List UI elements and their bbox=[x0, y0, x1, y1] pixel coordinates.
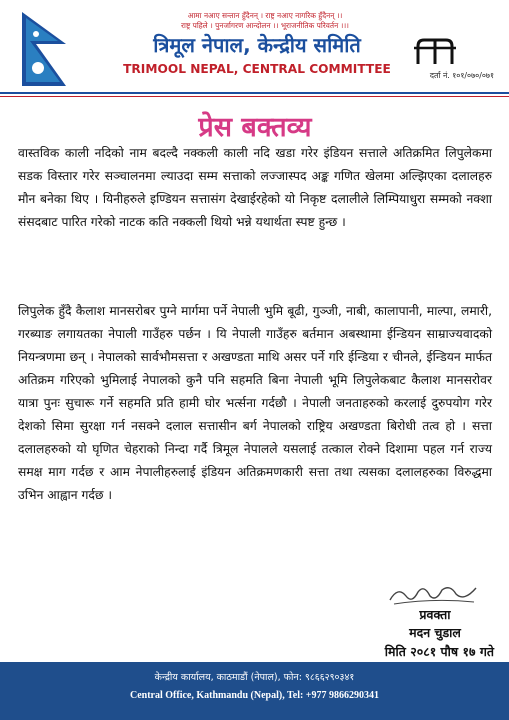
letterhead bbox=[0, 0, 509, 92]
organization-name-nepali: त्रिमूल नेपाल, केन्द्रीय समिति bbox=[153, 33, 361, 57]
header-divider-accent bbox=[0, 96, 509, 97]
trimool-emblem-icon bbox=[412, 36, 458, 68]
slogan-line-2: राष्ट्र पहिले । पुनर्जागरण आन्दोलन ।। भूराजनीतिक परिवर्तन ।।। bbox=[181, 21, 349, 30]
footer-address-nepali: केन्द्रीय कार्यालय, काठमाडौं (नेपाल), फोन: ९८६६२९०३४१ bbox=[154, 672, 355, 683]
registration-number: दर्ता नं. १०१/०७०/०७१ bbox=[429, 71, 494, 80]
header-divider bbox=[0, 92, 509, 94]
handwritten-signature bbox=[384, 582, 484, 608]
slogan bbox=[120, 11, 410, 31]
footer-band bbox=[0, 662, 509, 720]
slogan-line-1: आमा नआए सन्तान हुँदैनन् । राष्ट्र नआए नागरिक हुँदैनन् ।। bbox=[187, 11, 343, 20]
organization-name-english: TRIMOOL NEPAL, CENTRAL COMMITTEE bbox=[123, 62, 391, 76]
document-title: प्रेस बक्तव्य bbox=[198, 112, 312, 143]
signatory-role: प्रवक्ता bbox=[419, 607, 451, 622]
paragraph-2: लिपुलेक हुँदै कैलाश मानसरोबर पुग्ने मार्गमा पर्ने नेपाली भुमि बूढी, गुञ्जी, नाबी, कालापानी, माल्पा, लमारी, गरब्याङ लगायतका नेपाली गाउँहरु पर्छन । यि नेपाली गाउँहरु बर्तमान अबस्थामा ईन्डियन साम्राज्यवादको नियन्त्रणमा छन् । नेपालको सार्वभौमसत्ता र अखण्डता माथि असर पर्ने गरि ईन्डिया र चीनले, ईन्डियन मार्फत अतिक्रम गरिएको भुमिलाई नेपालको कुनै पनि सहमति बिना नेपाली भूमि लिपुलेकबाट कैलाश मानसरोवर यात्रा पुनः सुचारू गर्ने सहमति प्रति हामी घोर भर्त्सना गर्दछौ । नेपाली जनताहरुको करलाई दुरुपयोग गरेर देशको सिमा सुरक्षा गर्न नसक्ने दलाल सत्तासीन बर्ग नेपालको राष्ट्रिय अखण्डता बिरोधी तत्व हो । सत्ता दलालहरुको यो घृणित चेहराको निन्दा गर्दै त्रिमूल नेपालले यसलाई तत्काल रोक्ने दिशामा पहल गर्न राज्य समक्ष माग गर्दछ र आम नेपालीहरुलाई इंडियन अतिक्रमणकारी सत्ता तथा त्यसका दलालहरुका विरुद्धमा उभिन आह्वान गर्दछ । bbox=[18, 304, 492, 502]
issue-date: मिति २०८१ पौष १७ गते bbox=[384, 644, 494, 659]
signatory-name: मदन चुडाल bbox=[409, 625, 461, 640]
footer-address-english: Central Office, Kathmandu (Nepal), Tel: +977 9866290341 bbox=[129, 690, 380, 701]
paragraph-1: वास्तविक काली नदिको नाम बदल्दै नक्कली काली नदि खडा गरेर इंडियन सत्ताले अतिक्रमित लिपुलेकमा सडक विस्तार गरेर सञ्चालनमा ल्याउदा सम्म सत्ताको लज्जास्पद अङ्क गणित खेलमा अल्झिएका दलालहरु मौन बनेका थिए । यिनीहरुले इण्डियन सत्तासंग देखाईरहेको यो निकृष्ट दलालीले लिम्पियाधुरा सम्मको नक्शा संसदबाट पारित गरेको नाटक कति नक्कली थियो भन्ने यथार्थता स्पष्ट हुन्छ । bbox=[18, 146, 492, 229]
nepal-flag-logo bbox=[18, 10, 70, 88]
